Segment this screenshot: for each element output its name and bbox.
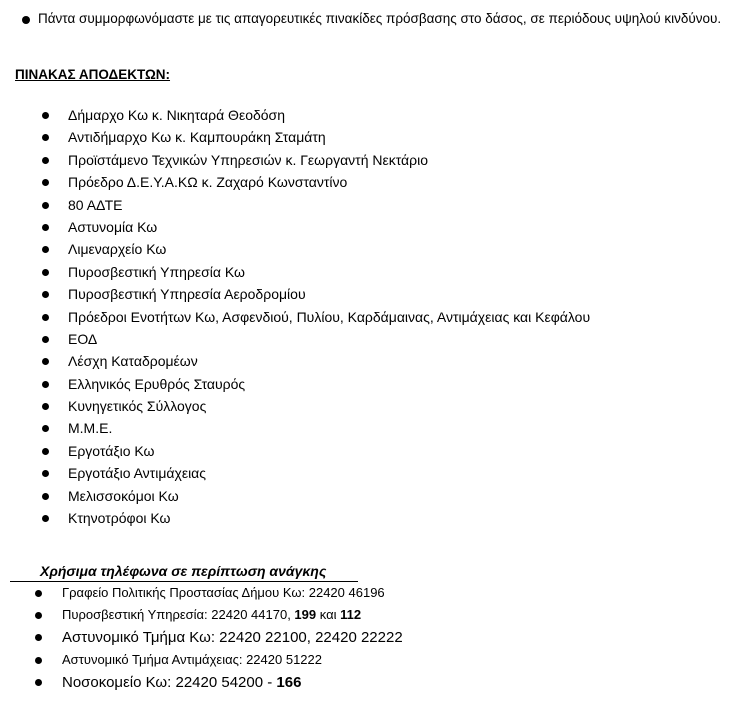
recipient-label: Μ.Μ.Ε. [68,420,113,437]
bullet-icon [35,634,42,641]
recipient-label: Πρόεδροι Ενοτήτων Κω, Ασφενδιού, Πυλίου, Καρδάμαινας, Αντιμάχειας και Κεφάλου [68,308,591,325]
list-item-hospital [0,671,403,694]
list-item-fire-service [0,604,403,626]
list-item [0,328,590,350]
list-item [0,373,590,395]
list-item [0,507,590,529]
recipient-label: Ελληνικός Ερυθρός Σταυρός [68,375,246,392]
recipient-label: Κτηνοτρόφοι Κω [68,510,171,527]
phones-heading: Χρήσιμα τηλέφωνα σε περίπτωση ανάγκης [10,561,358,582]
list-item [0,149,590,171]
bullet-icon [42,269,49,276]
list-item [0,395,590,417]
list-item [0,306,590,328]
bullet-icon [35,679,42,686]
list-item [0,171,590,193]
police-antimacheia-phone: Αστυνομικό Τμήμα Αντιμάχειας: 22420 51222 [62,652,322,667]
bullet-icon [35,612,42,619]
bullet-icon [42,291,49,298]
fire-service-phone: Πυροσβεστική Υπηρεσία: 22420 44170, [62,607,295,622]
recipient-label: Εργοτάξιο Κω [68,442,155,459]
fire-conjunction: και [316,607,341,622]
bullet-icon [42,515,49,522]
list-item [0,440,590,462]
recipient-label: Πυροσβεστική Υπηρεσία Αεροδρομίου [68,286,306,303]
recipient-label: Αντιδήμαρχο Κω κ. Καμπουράκη Σταμάτη [68,129,326,146]
list-item [0,104,590,126]
recipient-label: Δήμαρχο Κω κ. Νικηταρά Θεοδόση [68,107,285,123]
general-emergency-number: 112 [340,607,362,622]
recipient-label: Πρόεδρο Δ.Ε.Υ.Α.ΚΩ κ. Ζαχαρό Κωνσταντίνο [68,174,348,191]
list-item [0,417,590,439]
civil-protection-phone: Γραφείο Πολιτικής Προστασίας Δήμου Κω: 22420 46196 [62,585,385,600]
recipient-label: Λιμεναρχείο Κω [68,241,167,258]
list-item [0,283,590,305]
bullet-icon [42,470,49,477]
list-item-civil-protection [0,582,403,604]
list-item [0,485,590,507]
list-item [0,126,590,148]
recipient-label: Πυροσβεστική Υπηρεσία Κω [68,263,245,280]
bullet-icon [42,314,49,321]
bullet-icon [42,246,49,253]
list-item [0,194,590,216]
list-item [0,261,590,283]
recipient-label: Μελισσοκόμοι Κω [68,487,179,504]
bullet-icon [42,336,49,343]
police-kos-phone: Αστυνομικό Τμήμα Κω: 22420 22100, 22420 22222 [62,629,403,646]
list-item [0,216,590,238]
recipient-label: Εργοτάξιο Αντιμάχειας [68,465,207,482]
hospital-phone: Νοσοκομείο Κω: 22420 54200 - [62,674,277,691]
bullet-icon [42,448,49,455]
recipient-label: Προϊστάμενο Τεχνικών Υπηρεσιών κ. Γεωργαντή Νεκτάριο [68,151,429,168]
list-item [0,238,590,260]
intro-bullet [22,10,737,28]
bullet-icon [42,358,49,365]
hospital-emergency-number: 166 [276,674,302,691]
list-item-police-antimacheia [0,649,403,671]
bullet-icon [42,425,49,432]
bullet-icon [42,403,49,410]
recipient-label: Κυνηγετικός Σύλλογος [68,398,207,415]
recipients-list [0,104,590,529]
intro-text: Πάντα συμμορφωνόμαστε με τις απαγορευτικές πινακίδες πρόσβασης στο δάσος, σε περιόδους υψηλού κινδύνου. [38,11,722,26]
bullet-icon [42,224,49,231]
bullet-icon [35,657,42,664]
recipient-label: ΕΟΔ [68,330,98,347]
bullet-icon [42,381,49,388]
bullet-icon [22,16,30,24]
bullet-icon [42,134,49,141]
bullet-icon [42,202,49,209]
recipients-heading: ΠΙΝΑΚΑΣ ΑΠΟΔΕΚΤΩΝ: [15,67,171,82]
recipient-label: Αστυνομία Κω [68,218,158,235]
list-item [0,350,590,372]
phones-list [0,582,403,694]
recipient-label: Λέσχη Καταδρομέων [68,353,198,370]
list-item [0,462,590,484]
bullet-icon [35,590,42,597]
fire-emergency-number: 199 [294,607,317,622]
bullet-icon [42,112,49,119]
list-item-police-kos [0,626,403,649]
bullet-icon [42,493,49,500]
bullet-icon [42,157,49,164]
recipient-label: 80 ΑΔΤΕ [68,196,123,213]
bullet-icon [42,179,49,186]
